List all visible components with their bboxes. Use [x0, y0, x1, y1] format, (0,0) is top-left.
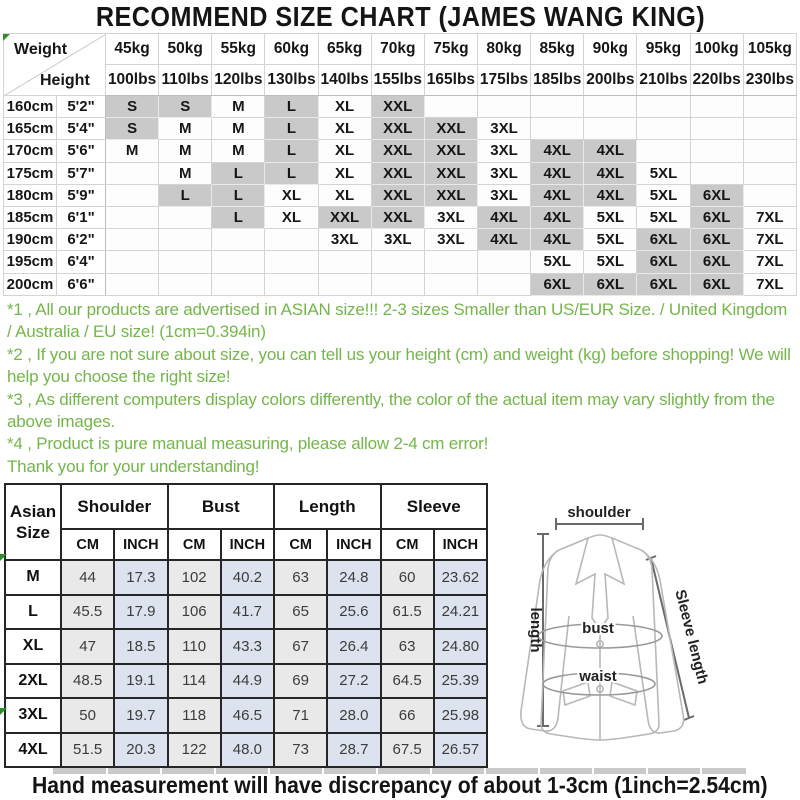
size-cell: XXL: [371, 206, 424, 228]
size-cell: 6XL: [690, 184, 743, 206]
row-size-label: L: [5, 595, 61, 630]
weight-lbs-header: 200lbs: [584, 65, 637, 96]
size-cell: 3XL: [477, 118, 530, 140]
sheet-corner-marker-icon: [3, 34, 10, 41]
size-cell: [743, 118, 796, 140]
thank-you-note: Thank you for your understanding!: [7, 456, 260, 476]
measurement-value: 24.8: [327, 560, 380, 595]
size-cell: L: [265, 96, 318, 118]
size-cell: M: [159, 140, 212, 162]
weight-lbs-header: 110lbs: [159, 65, 212, 96]
height-cm-label: 180cm: [4, 184, 57, 206]
measurement-value: 44: [61, 560, 114, 595]
measurement-value: 43.3: [221, 629, 274, 664]
size-cell: [637, 140, 690, 162]
measure-group-row: [5, 484, 487, 529]
unit-header: CM: [381, 529, 434, 560]
measurement-value: 40.2: [221, 560, 274, 595]
size-cell: L: [159, 184, 212, 206]
measure-group-header: Length: [274, 484, 381, 529]
unit-header: CM: [168, 529, 221, 560]
size-cell: 7XL: [743, 273, 796, 295]
weight-lbs-header: 210lbs: [637, 65, 690, 96]
row-size-label: XL: [5, 629, 61, 664]
row-size-label: 3XL: [5, 698, 61, 733]
size-cell: XXL: [424, 162, 477, 184]
weight-kg-header: 100kg: [690, 34, 743, 65]
size-cell: L: [265, 140, 318, 162]
size-cell: 6XL: [637, 273, 690, 295]
size-cell: [106, 184, 159, 206]
diagram-label-shoulder: shoulder: [567, 504, 631, 521]
size-cell: 4XL: [584, 162, 637, 184]
size-cell: [106, 251, 159, 273]
height-cm-label: 160cm: [4, 96, 57, 118]
measurement-value: 19.7: [114, 698, 167, 733]
size-cell: L: [212, 206, 265, 228]
measurement-value: 65: [274, 595, 327, 630]
size-cell: 4XL: [531, 206, 584, 228]
measurement-value: 73: [274, 733, 327, 768]
measurement-row: [5, 664, 487, 699]
size-cell: 5XL: [584, 251, 637, 273]
size-cell: 7XL: [743, 229, 796, 251]
size-cell: 6XL: [690, 229, 743, 251]
size-cell: [477, 273, 530, 295]
size-cell: L: [212, 184, 265, 206]
size-cell: [531, 96, 584, 118]
height-row: [4, 162, 797, 184]
size-cell: 3XL: [371, 229, 424, 251]
size-cell: [159, 251, 212, 273]
size-cell: L: [212, 162, 265, 184]
weight-kg-header: 60kg: [265, 34, 318, 65]
measurement-value: 63: [381, 629, 434, 664]
size-cell: 5XL: [637, 162, 690, 184]
weight-kg-header: 105kg: [743, 34, 796, 65]
size-cell: 3XL: [318, 229, 371, 251]
sheet-corner-marker-icon: [0, 554, 7, 561]
size-cell: XXL: [371, 162, 424, 184]
height-row: [4, 251, 797, 273]
weight-kg-header: 75kg: [424, 34, 477, 65]
height-cm-label: 185cm: [4, 206, 57, 228]
unit-header: INCH: [221, 529, 274, 560]
measurement-value: 66: [381, 698, 434, 733]
measure-group-header: Shoulder: [61, 484, 168, 529]
jacket-outline: [521, 535, 684, 740]
size-cell: [371, 273, 424, 295]
measurement-value: 24.21: [434, 595, 487, 630]
weight-kg-header: 55kg: [212, 34, 265, 65]
height-cm-label: 195cm: [4, 251, 57, 273]
size-cell: [424, 273, 477, 295]
unit-header: INCH: [327, 529, 380, 560]
size-cell: [743, 184, 796, 206]
size-cell: [318, 273, 371, 295]
weight-lbs-header: 165lbs: [424, 65, 477, 96]
measurement-value: 48.0: [221, 733, 274, 768]
size-cell: [159, 229, 212, 251]
height-cm-label: 175cm: [4, 162, 57, 184]
size-cell: [265, 273, 318, 295]
page-title-text: RECOMMEND SIZE CHART (JAMES WANG KING): [95, 1, 705, 32]
measurement-row: [5, 560, 487, 595]
weight-lbs-header: 100lbs: [106, 65, 159, 96]
size-cell: 4XL: [531, 184, 584, 206]
measurement-value: 61.5: [381, 595, 434, 630]
measurement-value: 69: [274, 664, 327, 699]
measurement-value: 44.9: [221, 664, 274, 699]
size-cell: XL: [318, 184, 371, 206]
size-cell: L: [265, 162, 318, 184]
size-cell: [159, 206, 212, 228]
size-cell: 4XL: [531, 140, 584, 162]
size-cell: 4XL: [477, 229, 530, 251]
weight-kg-header: 50kg: [159, 34, 212, 65]
measurement-value: 27.2: [327, 664, 380, 699]
corner-weight-label: Weight: [14, 41, 68, 58]
corner-height-label: Height: [40, 72, 90, 89]
measurement-value: 71: [274, 698, 327, 733]
footer-note-text: Hand measurement will have discrepancy of about 1-3cm (1inch=2.54cm): [32, 772, 768, 798]
size-cell: [424, 251, 477, 273]
weight-lbs-header: 130lbs: [265, 65, 318, 96]
measurement-value: 118: [168, 698, 221, 733]
size-cell: 6XL: [637, 251, 690, 273]
size-cell: XXL: [371, 96, 424, 118]
size-cell: XXL: [371, 140, 424, 162]
row-size-label: 4XL: [5, 733, 61, 768]
height-ft-label: 5'7": [57, 162, 106, 184]
size-cell: 3XL: [424, 206, 477, 228]
size-cell: 4XL: [531, 162, 584, 184]
measurement-value: 19.1: [114, 664, 167, 699]
size-cell: 7XL: [743, 251, 796, 273]
measurement-value: 25.39: [434, 664, 487, 699]
size-cell: [584, 96, 637, 118]
weight-lbs-header: 120lbs: [212, 65, 265, 96]
measurement-value: 41.7: [221, 595, 274, 630]
size-cell: 3XL: [424, 229, 477, 251]
size-cell: XXL: [371, 184, 424, 206]
measurement-value: 106: [168, 595, 221, 630]
diagram-label-length: length: [527, 607, 544, 653]
height-ft-label: 5'4": [57, 118, 106, 140]
measurement-value: 24.80: [434, 629, 487, 664]
note-1: *1 , All our products are advertised in ASIAN size!!! 2-3 sizes Smaller than US/EUR Size. / United Kingdom / Australia / EU size! (1cm=0.394in): [7, 300, 788, 342]
size-cell: [690, 162, 743, 184]
size-cell: S: [106, 118, 159, 140]
size-cell: [265, 251, 318, 273]
page-title: [0, 1, 800, 33]
size-cell: 4XL: [584, 184, 637, 206]
height-cm-label: 165cm: [4, 118, 57, 140]
height-cm-label: 200cm: [4, 273, 57, 295]
size-cell: M: [212, 96, 265, 118]
measure-group-header: Sleeve: [381, 484, 488, 529]
measurement-value: 28.7: [327, 733, 380, 768]
measurement-value: 110: [168, 629, 221, 664]
weight-kg-header: 85kg: [531, 34, 584, 65]
measurement-value: 67.5: [381, 733, 434, 768]
weight-lbs-header: 140lbs: [318, 65, 371, 96]
weight-lbs-header: 220lbs: [690, 65, 743, 96]
size-cell: [106, 162, 159, 184]
size-cell: XXL: [318, 206, 371, 228]
size-cell: [212, 251, 265, 273]
size-cell: [743, 96, 796, 118]
measurement-row: [5, 733, 487, 768]
size-cell: [584, 118, 637, 140]
measurement-value: 47: [61, 629, 114, 664]
measurement-value: 25.6: [327, 595, 380, 630]
size-cell: 5XL: [637, 206, 690, 228]
size-cell: M: [212, 140, 265, 162]
size-cell: M: [106, 140, 159, 162]
size-matrix-table: [3, 33, 797, 296]
row-size-label: M: [5, 560, 61, 595]
weight-kg-header: 45kg: [106, 34, 159, 65]
size-cell: 3XL: [477, 162, 530, 184]
size-cell: 6XL: [531, 273, 584, 295]
row-size-label: 2XL: [5, 664, 61, 699]
weight-kg-header: 70kg: [371, 34, 424, 65]
weight-kg-header: 80kg: [477, 34, 530, 65]
size-cell: XL: [265, 184, 318, 206]
measurement-value: 122: [168, 733, 221, 768]
diagram-label-sleeve-length: Sleeve length: [671, 587, 712, 686]
measurement-value: 26.4: [327, 629, 380, 664]
measurement-value: 23.62: [434, 560, 487, 595]
size-cell: S: [159, 96, 212, 118]
height-ft-label: 6'1": [57, 206, 106, 228]
height-ft-label: 6'6": [57, 273, 106, 295]
size-cell: 6XL: [690, 206, 743, 228]
measure-group-header: Bust: [168, 484, 275, 529]
size-cell: 6XL: [690, 251, 743, 273]
size-cell: [477, 251, 530, 273]
size-cell: 4XL: [531, 229, 584, 251]
height-ft-label: 5'2": [57, 96, 106, 118]
weight-lbs-header: 175lbs: [477, 65, 530, 96]
height-row: [4, 96, 797, 118]
weight-lbs-header: 230lbs: [743, 65, 796, 96]
weight-lbs-header: 155lbs: [371, 65, 424, 96]
size-cell: M: [159, 162, 212, 184]
note-2: *2 , If you are not sure about size, you can tell us your height (cm) and weight (kg) before shopping! We will help you choose the right size!: [7, 344, 791, 387]
size-cell: XL: [318, 140, 371, 162]
measurement-value: 60: [381, 560, 434, 595]
size-cell: L: [265, 118, 318, 140]
measurement-value: 48.5: [61, 664, 114, 699]
measurement-value: 17.3: [114, 560, 167, 595]
unit-header: INCH: [114, 529, 167, 560]
note-3: *3 , As different computers display colors differently, the color of the actual item may vary slightly from the above images.: [7, 389, 775, 432]
size-cell: XL: [318, 96, 371, 118]
measurement-value: 18.5: [114, 629, 167, 664]
measurement-value: 45.5: [61, 595, 114, 630]
measurement-row: [5, 698, 487, 733]
size-cell: [106, 229, 159, 251]
size-cell: 6XL: [690, 273, 743, 295]
measurement-row: [5, 629, 487, 664]
height-ft-label: 6'2": [57, 229, 106, 251]
size-cell: [690, 118, 743, 140]
diagram-label-bust: bust: [582, 620, 614, 637]
size-cell: 5XL: [531, 251, 584, 273]
size-cell: [371, 251, 424, 273]
size-cell: XXL: [424, 118, 477, 140]
height-row: [4, 229, 797, 251]
measurement-value: 26.57: [434, 733, 487, 768]
size-cell: S: [106, 96, 159, 118]
measurement-value: 25.98: [434, 698, 487, 733]
height-row: [4, 184, 797, 206]
size-cell: [743, 140, 796, 162]
size-cell: [743, 162, 796, 184]
size-cell: 3XL: [477, 184, 530, 206]
height-cm-label: 190cm: [4, 229, 57, 251]
height-row: [4, 140, 797, 162]
size-cell: [212, 229, 265, 251]
unit-header: CM: [61, 529, 114, 560]
size-cell: XL: [265, 206, 318, 228]
size-cell: 7XL: [743, 206, 796, 228]
weight-kg-header: 65kg: [318, 34, 371, 65]
size-cell: XXL: [424, 184, 477, 206]
measurement-value: 17.9: [114, 595, 167, 630]
size-cell: 4XL: [477, 206, 530, 228]
size-cell: [637, 118, 690, 140]
height-row: [4, 273, 797, 295]
size-cell: [106, 273, 159, 295]
size-cell: 6XL: [637, 229, 690, 251]
size-cell: XXL: [424, 140, 477, 162]
note-4: *4 , Product is pure manual measuring, please allow 2-4 cm error!: [7, 434, 489, 454]
weight-kg-row: [4, 34, 797, 65]
size-cell: [690, 140, 743, 162]
unit-header: INCH: [434, 529, 487, 560]
measurement-value: 63: [274, 560, 327, 595]
measurement-value: 28.0: [327, 698, 380, 733]
size-cell: [265, 229, 318, 251]
height-row: [4, 206, 797, 228]
size-cell: XL: [318, 118, 371, 140]
size-cell: 5XL: [637, 184, 690, 206]
footer-note: [0, 772, 800, 799]
size-cell: [690, 96, 743, 118]
measurement-value: 102: [168, 560, 221, 595]
size-cell: [531, 118, 584, 140]
size-cell: M: [159, 118, 212, 140]
measurement-value: 67: [274, 629, 327, 664]
height-ft-label: 6'4": [57, 251, 106, 273]
measurement-row: [5, 595, 487, 630]
sheet-corner-marker-icon: [0, 708, 7, 715]
weight-kg-header: 95kg: [637, 34, 690, 65]
measurement-value: 50: [61, 698, 114, 733]
size-cell: M: [212, 118, 265, 140]
weight-kg-header: 90kg: [584, 34, 637, 65]
weight-lbs-header: 185lbs: [531, 65, 584, 96]
jacket-diagram: [493, 486, 795, 766]
measurement-value: 46.5: [221, 698, 274, 733]
size-cell: 3XL: [477, 140, 530, 162]
size-cell: 5XL: [584, 229, 637, 251]
diagram-label-waist: waist: [579, 668, 617, 685]
measurement-table: [4, 483, 488, 768]
size-cell: XL: [318, 162, 371, 184]
size-cell: [318, 251, 371, 273]
measurement-value: 114: [168, 664, 221, 699]
height-row: [4, 118, 797, 140]
unit-row: [5, 529, 487, 560]
size-cell: 6XL: [584, 273, 637, 295]
size-cell: [212, 273, 265, 295]
height-ft-label: 5'9": [57, 184, 106, 206]
size-cell: [637, 96, 690, 118]
size-cell: [424, 96, 477, 118]
measurement-value: 64.5: [381, 664, 434, 699]
size-cell: XXL: [371, 118, 424, 140]
size-cell: [106, 206, 159, 228]
size-cell: 4XL: [584, 140, 637, 162]
notes-block: [7, 299, 795, 478]
corner-weight-height-cell: [4, 34, 106, 96]
size-cell: 5XL: [584, 206, 637, 228]
measurement-value: 20.3: [114, 733, 167, 768]
measurement-value: 51.5: [61, 733, 114, 768]
height-ft-label: 5'6": [57, 140, 106, 162]
weight-lbs-row: [4, 65, 797, 96]
height-cm-label: 170cm: [4, 140, 57, 162]
asian-size-header: Asian Size: [5, 484, 61, 560]
size-cell: [477, 96, 530, 118]
unit-header: CM: [274, 529, 327, 560]
size-cell: [159, 273, 212, 295]
